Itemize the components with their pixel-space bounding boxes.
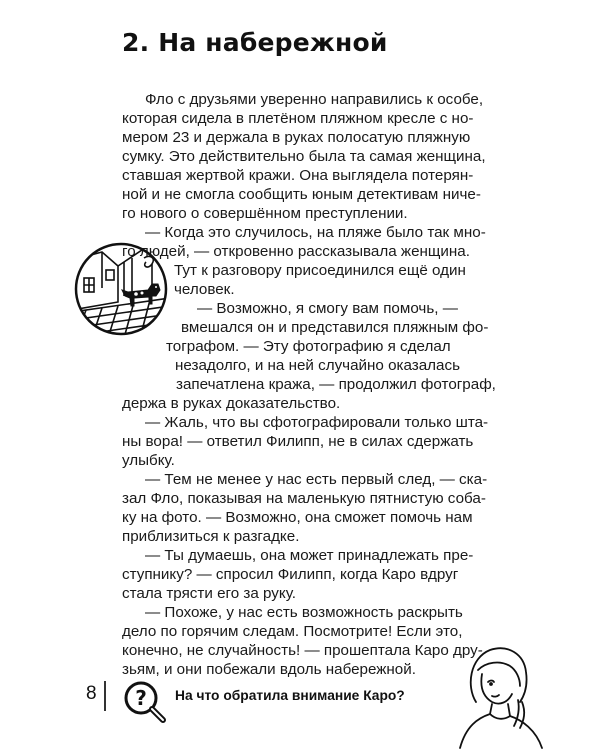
- text-line: конечно, не случайность! — прошептала Каро дру-: [122, 642, 483, 659]
- girl-illustration: [448, 640, 558, 750]
- text-line: ставшая жертвой кражи. Она выглядела потерян-: [122, 167, 474, 184]
- text-line: стала трясти его за руку.: [122, 585, 296, 602]
- text-line: дело по горячим следам. Посмотрите! Если это,: [122, 623, 463, 640]
- text-line: человек.: [174, 281, 235, 298]
- text-line: которая сидела в плетёном пляжном кресле с но-: [122, 110, 474, 127]
- text-line: приблизиться к разгадке.: [122, 528, 300, 545]
- text-line: го людей, — откровенно рассказывала женщина.: [122, 243, 470, 260]
- text-line: запечатлена кража, — продолжил фотограф,: [176, 376, 496, 393]
- footer-question: На что обратила внимание Каро?: [175, 688, 405, 703]
- text-line: ны вора! — ответил Филипп, не в силах сдержать: [122, 433, 474, 450]
- svg-text:?: ?: [135, 686, 147, 710]
- text-line: Фло с друзьями уверенно направились к особе,: [145, 91, 484, 108]
- text-line: зьям, и они побежали вдоль набережной.: [122, 661, 416, 678]
- text-line: сумку. Это действительно была та самая женщина,: [122, 148, 486, 165]
- story-text: [0, 90, 600, 680]
- text-line: Тут к разговору присоединился ещё один: [174, 262, 466, 279]
- text-line: — Возможно, я смогу вам помочь, —: [197, 300, 458, 317]
- text-line: — Когда это случилось, на пляже было так мно-: [145, 224, 486, 241]
- text-line: ку на фото. — Возможно, она сможет помочь нам: [122, 509, 473, 526]
- text-line: незадолго, и на ней случайно оказалась: [175, 357, 461, 374]
- text-line: ступнику? — спросил Филипп, когда Каро вдруг: [122, 566, 459, 583]
- text-line: мером 23 и держала в руках полосатую пляжную: [122, 129, 471, 146]
- text-line: — Похоже, у нас есть возможность раскрыть: [145, 604, 463, 621]
- street-dog-illustration: [72, 240, 170, 338]
- text-line: улыбку.: [122, 452, 175, 469]
- footer-divider: [104, 681, 106, 711]
- text-line: — Жаль, что вы сфотографировали только шта-: [145, 414, 489, 431]
- text-line: ной и не смогла сообщить юным детективам ниче-: [122, 186, 481, 203]
- text-line: вмешался он и представился пляжным фо-: [181, 319, 489, 336]
- text-line: зал Фло, показывая на маленькую пятнистую соба-: [122, 490, 486, 507]
- text-line: го нового о совершённом преступлении.: [122, 205, 408, 222]
- text-line: держа в руках доказательство.: [122, 395, 341, 412]
- text-line: — Тем не менее у нас есть первый след, — ска-: [145, 471, 488, 488]
- question-magnifier-icon: [121, 678, 167, 724]
- chapter-title: 2. На набережной: [122, 28, 388, 57]
- page-number: 8: [86, 683, 97, 704]
- text-line: — Ты думаешь, она может принадлежать пре-: [145, 547, 474, 564]
- text-line: тографом. — Эту фотографию я сделал: [166, 338, 451, 355]
